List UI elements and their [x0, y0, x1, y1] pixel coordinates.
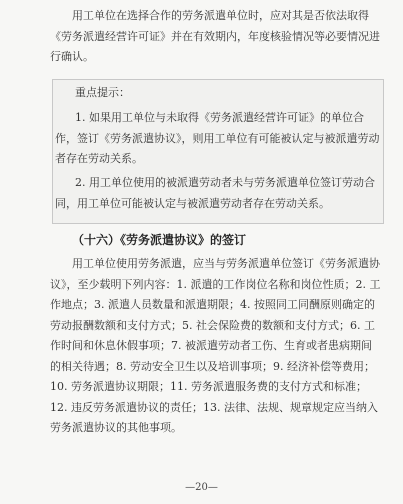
key-points-title: 重点提示：: [75, 86, 130, 99]
intro-paragraph: 用工单位在选择合作的劳务派遣单位时，应对其是否依法取得《劳务派遣经营许可证》并在有效期内，年度核验情况等必要情况进行确认。: [50, 9, 380, 63]
key-points-box: [52, 79, 384, 224]
key-point-2: 2. 用工单位使用的被派遣劳动者未与劳务派遣单位签订劳动合同，用工单位可能被认定与被派遣劳动者存在劳动关系。: [55, 176, 375, 210]
page-number: —20—: [185, 482, 218, 493]
key-point-1: 1. 如果用工单位与未取得《劳务派遣经营许可证》的单位合作，签订《劳务派遣协议》，则用工单位有可能被认定与被派遣劳动者存在劳动关系。: [55, 111, 380, 165]
section-heading: （十六）《劳务派遣协议》的签订: [72, 233, 247, 247]
section-paragraph: 用工单位使用劳务派遣，应当与劳务派遣单位签订《劳务派遣协议》，至少载明下列内容：1. 派遣的工作岗位名称和岗位性质；2. 工作地点；3. 派遣人员数量和派遣期限；4. 按照同工同酬原则确定的劳动报酬数额和支付方式；5. 社会保险费的数额和支付方式；6. 工作时间和休息休假事项；7. 被派遣劳动者工伤、生育或者患病期间的相关待遇；8. 劳动安全卫生以及培训事项；9. 经济补偿等费用；10. 劳务派遣协议期限；11. 劳务派遣服务费的支付方式和标准；12. 违反劳务派遣协议的责任；13. 法律、法规、规章规定应当纳入劳务派遣协议的其他事项。: [50, 257, 381, 434]
